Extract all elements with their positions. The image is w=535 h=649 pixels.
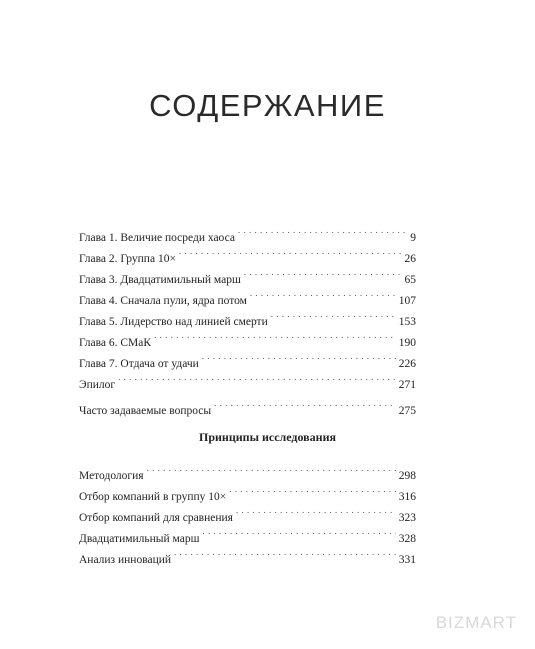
- dot-leader: [271, 304, 396, 325]
- toc-entry-label: Глава 6. СМаК: [79, 337, 152, 349]
- toc-entry-page: 328: [398, 533, 416, 545]
- toc-entry-label: Глава 3. Двадцатимильный марш: [79, 274, 241, 286]
- toc-entry-label: Глава 1. Величие посреди хаоса: [79, 232, 235, 244]
- toc-entry-page: 153: [398, 316, 416, 328]
- appendix-heading: Принципы исследования: [199, 430, 336, 444]
- toc-entry-page: 323: [398, 512, 416, 524]
- toc-entry-page: 226: [398, 358, 416, 370]
- toc-faq: [79, 393, 416, 417]
- watermark-logo: BIZMART: [435, 613, 517, 632]
- toc-entry-page: 298: [398, 470, 416, 482]
- toc-main-list: [79, 220, 416, 391]
- dot-leader: [118, 367, 396, 388]
- toc-entry-label: Глава 7. Отдача от удачи: [79, 358, 199, 370]
- dot-leader: [202, 521, 395, 542]
- dot-leader: [179, 241, 402, 262]
- toc-entry-page: 107: [398, 295, 416, 307]
- dot-leader: [147, 458, 396, 479]
- toc-entry-page: 275: [398, 405, 416, 417]
- dot-leader: [244, 262, 402, 283]
- toc-entry: [79, 367, 416, 391]
- toc-entry-label: Отбор компаний в группу 10×: [79, 491, 227, 503]
- dot-leader: [214, 393, 396, 414]
- toc-entry-page: 190: [398, 337, 416, 349]
- toc-entry-label: Глава 2. Группа 10×: [79, 253, 176, 265]
- dot-leader: [238, 220, 407, 241]
- dot-leader: [202, 346, 396, 367]
- toc-entry-page: 65: [404, 274, 416, 286]
- toc-entry-label: Анализ инноваций: [79, 554, 172, 566]
- toc-entry-label: Глава 5. Лидерство над линией смерти: [79, 316, 268, 328]
- dot-leader: [236, 500, 396, 521]
- dot-leader: [250, 283, 396, 304]
- dot-leader: [174, 542, 396, 563]
- toc-entry-label: Часто задаваемые вопросы: [79, 405, 212, 417]
- toc-entry-label: Отбор компаний для сравнения: [79, 512, 233, 524]
- toc-entry-label: Методология: [79, 470, 144, 482]
- toc-entry-page: 26: [404, 253, 416, 265]
- dot-leader: [229, 479, 395, 500]
- dot-leader: [154, 325, 396, 346]
- toc-entry: [79, 220, 416, 244]
- toc-entry-page: 331: [398, 554, 416, 566]
- toc-entry-label: Двадцатимильный марш: [79, 533, 200, 545]
- toc-entry-page: 316: [398, 491, 416, 503]
- toc-entry: [79, 458, 416, 482]
- toc-entry-label: Глава 4. Сначала пули, ядра потом: [79, 295, 247, 307]
- toc-entry-page: 271: [398, 379, 416, 391]
- page-title: СОДЕРЖАНИЕ: [149, 88, 386, 123]
- toc-appendix-list: [79, 458, 416, 566]
- toc-entry-page: 9: [410, 232, 416, 244]
- toc-entry: [79, 393, 416, 417]
- toc-entry-label: Эпилог: [79, 379, 116, 391]
